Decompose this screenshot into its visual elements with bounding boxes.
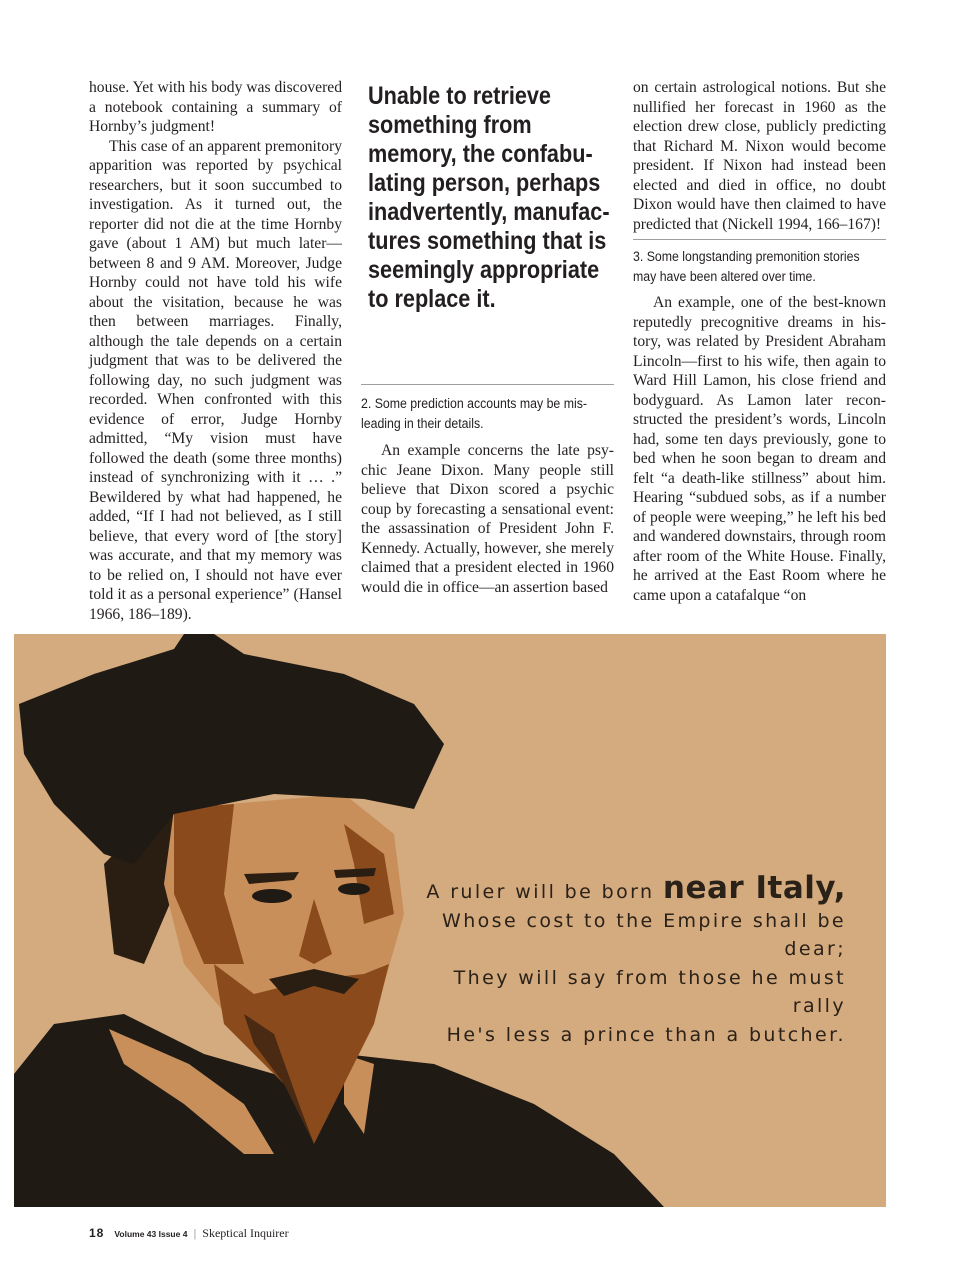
prophecy-quatrain <box>406 870 846 1050</box>
nostradamus-illustration <box>14 634 886 1207</box>
poem-line-emphasis: near Italy, <box>662 870 846 906</box>
article-column-1 <box>89 78 342 624</box>
poem-line: He's less a prince than a butcher. <box>446 1023 846 1046</box>
pull-quote: Unable to retrieve something from memory, the confabulating person, perhaps inadvertently, manufactures something that is seemingly appropriate to replace it. <box>368 82 610 313</box>
divider-rule <box>633 239 886 240</box>
paragraph: An example concerns the late psychic Jeane Dixon. Many people still believe that Dixon scored a psychic coup by forecasting a sensational event: the assassination of President John F. Kennedy. Actually, however, she merely claimed that a president elected in 1960 would die in office—an assertion based <box>361 442 614 596</box>
paragraph: This case of an apparent premonitory apparition was reported by psychical researchers, but it soon succumbed to investigation. As it turned out, the reporter did not die at the time Hornby gave (about 1 AM) but much later—between 8 and 9 AM. Moreover, Judge Hornby could not have told his wife about the visitation, because he was then between marriages. Finally, although the tale depends on a certain judgment that was to be delivered the following day, no such judgment was recorded. When confronted with this evidence of error, Judge Hornby admitted, “My vision must have followed the death (some three months) instead of synchronizing with it … .” Bewildered by what had happened, he added, “If I had not believed, as I still believe, that every word of [the story] was accurate, and that my memory was to be relied on, I should not have ever told it as a personal experience” (Hansel 1966, 186–189). <box>89 137 342 623</box>
poem-line: Whose cost to the Empire shall be dear; <box>442 909 846 961</box>
footer-separator: | <box>193 1228 197 1240</box>
paragraph: house. Yet with his body was discovered a notebook containing a summary of Hornby’s judgment! <box>89 79 342 135</box>
article-column-2 <box>361 78 614 597</box>
left-eye-shape <box>252 889 292 903</box>
issue-label: Volume 43 Issue 4 <box>114 1229 188 1239</box>
page-footer <box>89 1226 289 1246</box>
section-subhead: 2. Some prediction accounts may be misleading in their details. <box>361 396 587 431</box>
poem-line: They will say from those he must rally <box>453 966 846 1018</box>
poem-line <box>406 870 846 907</box>
magazine-title: Skeptical Inquirer <box>202 1226 289 1240</box>
article-column-3 <box>633 78 886 605</box>
paragraph: An example, one of the best-known reputedly precognitive dreams in history, was related by President Abraham Lincoln—first to his wife, then again to Ward Hill Lamon, his close friend and bodyguard. As Lamon later reconstructed the president’s words, Lincoln had, some ten days previously, gone to bed when he soon began to dream and felt “a death-like stillness” about him. Hearing “subdued sobs, as if a number of people were weeping,” he left his bed and wandered downstairs, through room after room of the White House. Finally, he arrived at the East Room where he came upon a catafalque “on <box>633 294 886 604</box>
right-eye-shape <box>338 883 370 895</box>
section-subhead: 3. Some longstanding premonition stories may have been altered over time. <box>633 249 860 284</box>
poem-line-text: A ruler will be born <box>426 881 663 903</box>
paragraph: on certain astrological notions. But she nullified her forecast in 1960 as the election drew close, publicly predicting that Richard M. Nixon would become president. If Nixon had instead been elected and died in office, no doubt Dixon would have then claimed to have predicted that (Nickell 1994, 166–167)! <box>633 79 886 233</box>
divider-rule <box>361 384 614 385</box>
page-number: 18 <box>89 1226 105 1240</box>
